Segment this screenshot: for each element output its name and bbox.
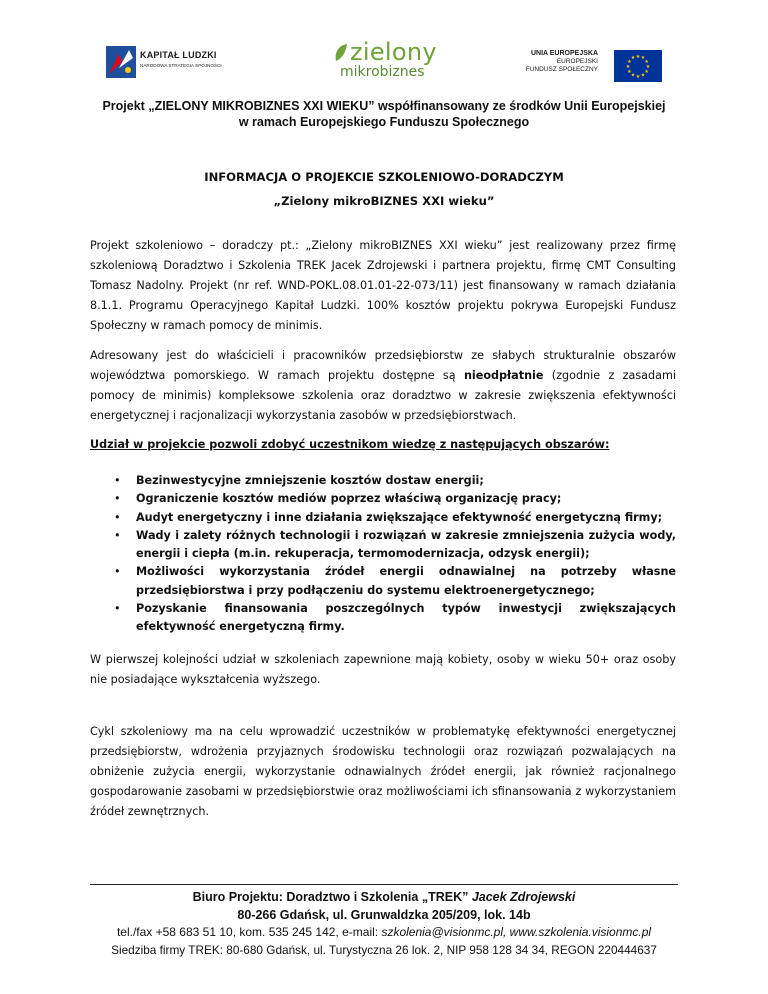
eu-line1: UNIA EUROPEJSKA	[530, 50, 598, 57]
kapital-ludzki-logo	[106, 42, 226, 82]
footer-address: 80-266 Gdańsk, ul. Grunwaldzka 205/209, lok. 14b	[237, 908, 531, 922]
free-of-charge-emphasis: nieodpłatnie	[463, 369, 544, 382]
list-item-text: Pozyskanie finansowania poszczególnych typów inwestycji zwiększających efektywność energetyczną firmy.	[136, 602, 676, 634]
list-item	[90, 600, 676, 637]
list-item-text: Ograniczenie kosztów mediów poprzez właściwą organizację pracy;	[136, 492, 562, 506]
topics-list	[90, 472, 676, 637]
eu-star-icon: ★	[644, 68, 649, 75]
list-item	[90, 527, 676, 564]
document-subtitle: „Zielony mikroBIZNES XXI wieku”	[273, 194, 495, 208]
footer-office-text: Biuro Projektu: Doradztwo i Szkolenia „TREK”	[192, 890, 472, 904]
bullet-icon: •	[114, 474, 121, 487]
eu-star-icon: ★	[640, 55, 646, 62]
list-item-text: Bezinwestycyjne zmniejszenie kosztów dostaw energii;	[136, 474, 484, 487]
list-item	[90, 509, 676, 527]
paragraph-audience	[90, 346, 676, 426]
paragraph-intro: Projekt szkoleniowo – doradczy pt.: „Zielony mikroBIZNES XXI wieku” jest realizowany przez firmę szkoleniową Doradztwo i Szkolenia TREK Jacek Zdrojewski i partnera projektu, firmę CMT Consulting Tomasz Nadolny. Projekt (nr ref. WND-POKL.08.01.01-22-073/11) jest finansowany w ramach działania 8.1.1. Programu Operacyjnego Kapitał Ludzki. 100% kosztów projektu pokrywa Europejski Fundusz Społeczny w ramach pomocy de minimis.	[90, 239, 676, 332]
eu-logo	[520, 50, 670, 86]
footer-owner-name: Jacek Zdrojewski	[471, 890, 576, 904]
list-item-text: Audyt energetyczny i inne działania zwiększające efektywność energetyczną firmy;	[136, 510, 663, 524]
list-item-text: Wady i zalety różnych technologii i rozwiązań w zakresie zmniejszenia zużycia wody, energii i ciepła (m.in. rekuperacja, termomodernizacja, odzysk energii);	[136, 528, 676, 561]
kapital-ludzki-title: KAPITAŁ LUDZKI	[140, 50, 217, 60]
footer-divider	[90, 884, 678, 885]
eu-star-icon: ★	[635, 73, 641, 80]
eu-line2: EUROPEJSKI	[556, 58, 598, 65]
kapital-ludzki-subtitle: NARODOWA STRATEGIA SPÓJNOŚCI	[140, 63, 222, 68]
bullet-icon: •	[114, 510, 121, 524]
leaf-icon	[334, 43, 348, 63]
eu-star-icon: ★	[630, 55, 636, 62]
paragraph-audience-text: Adresowany jest do właścicieli i pracowników przedsiębiorstw ze słabych strukturalnie obszarów województwa pomorskiego. W ramach projektu dostępne są	[90, 349, 676, 382]
bullet-icon: •	[114, 602, 121, 616]
bullet-icon: •	[114, 492, 121, 506]
bullet-icon: •	[114, 528, 121, 542]
footer-contact	[40, 925, 728, 939]
eu-flag-icon	[614, 50, 662, 82]
project-header	[60, 98, 708, 130]
paragraph-priority: W pierwszej kolejności udział w szkoleniach zapewnione mają kobiety, osoby w wieku 50+ oraz osoby nie posiadające wykształcenia wyższego.	[90, 653, 676, 686]
footer-email-link[interactable]: szkolenia@visionmc.pl, www.szkolenia.visionmc.pl	[381, 925, 652, 939]
logo-bar	[0, 0, 768, 95]
kapital-ludzki-emblem-icon	[106, 46, 136, 78]
eu-star-icon: ★	[644, 58, 649, 65]
zielony-logo-text: zielony	[350, 38, 437, 66]
zielony-mikrobiznes-logo	[330, 38, 440, 84]
eu-star-icon: ★	[627, 68, 632, 75]
eu-star-icon: ★	[627, 58, 632, 65]
footer-company-info: Siedziba firmy TREK: 80-680 Gdańsk, ul. Turystyczna 26 lok. 2, NIP 958 128 34 34, REGON 220444637	[111, 943, 657, 957]
eu-star-icon: ★	[640, 72, 646, 79]
eu-logo-text	[526, 50, 598, 74]
project-header-line1: Projekt „ZIELONY MIKROBIZNES XXI WIEKU” współfinansowany ze środków Unii Europejskiej	[102, 99, 666, 113]
mikrobiznes-logo-text: mikrobiznes	[340, 64, 425, 80]
list-item	[90, 472, 676, 490]
document-title: INFORMACJA O PROJEKCIE SZKOLENIOWO-DORADCZYM	[204, 170, 564, 184]
eu-star-icon: ★	[625, 63, 631, 70]
eu-star-icon: ★	[635, 53, 641, 60]
eu-line3: FUNDUSZ SPOŁECZNY	[525, 66, 598, 73]
section-heading: Udział w projekcie pozwoli zdobyć uczestnikom wiedzę z następujących obszarów:	[90, 438, 610, 451]
eu-star-icon: ★	[645, 63, 651, 70]
list-item	[90, 563, 676, 600]
project-header-line2: w ramach Europejskiego Funduszu Społecznego	[238, 115, 530, 129]
paragraph-audience-text-cont: (zgodnie z zasadami pomocy de minimis) kompleksowe szkolenia oraz doradztwo w zakresie zwiększenia efektywności energetycznej i racjonalizacji wykorzystania zasobów w przedsiębiorstwach.	[90, 369, 676, 422]
list-item-text: Możliwości wykorzystania źródeł energii odnawialnej na potrzeby własne przedsiębiorstwa i przy podłączeniu do systemu elektroenergetycznego;	[136, 565, 676, 597]
bullet-icon: •	[114, 565, 121, 579]
footer-office	[40, 890, 728, 904]
eu-star-icon: ★	[630, 72, 636, 79]
footer-contact-text: tel./fax +58 683 51 10, kom. 535 245 142, e-mail:	[116, 925, 382, 939]
list-item	[90, 490, 676, 508]
paragraph-goal: Cykl szkoleniowy ma na celu wprowadzić uczestników w problematykę efektywności energetycznej przedsiębiorstw, wdrożenia przyjaznych środowisku technologii oraz rozwiązań pozwalających na obniżenie zużycia energii, wykorzystanie odnawialnych źródeł energii, jak również racjonalnego gospodarowanie zasobami w przedsiębiorstwie oraz możliwościami ich sfinansowania z wykorzystaniem źródeł zewnętrznych.	[90, 725, 676, 818]
